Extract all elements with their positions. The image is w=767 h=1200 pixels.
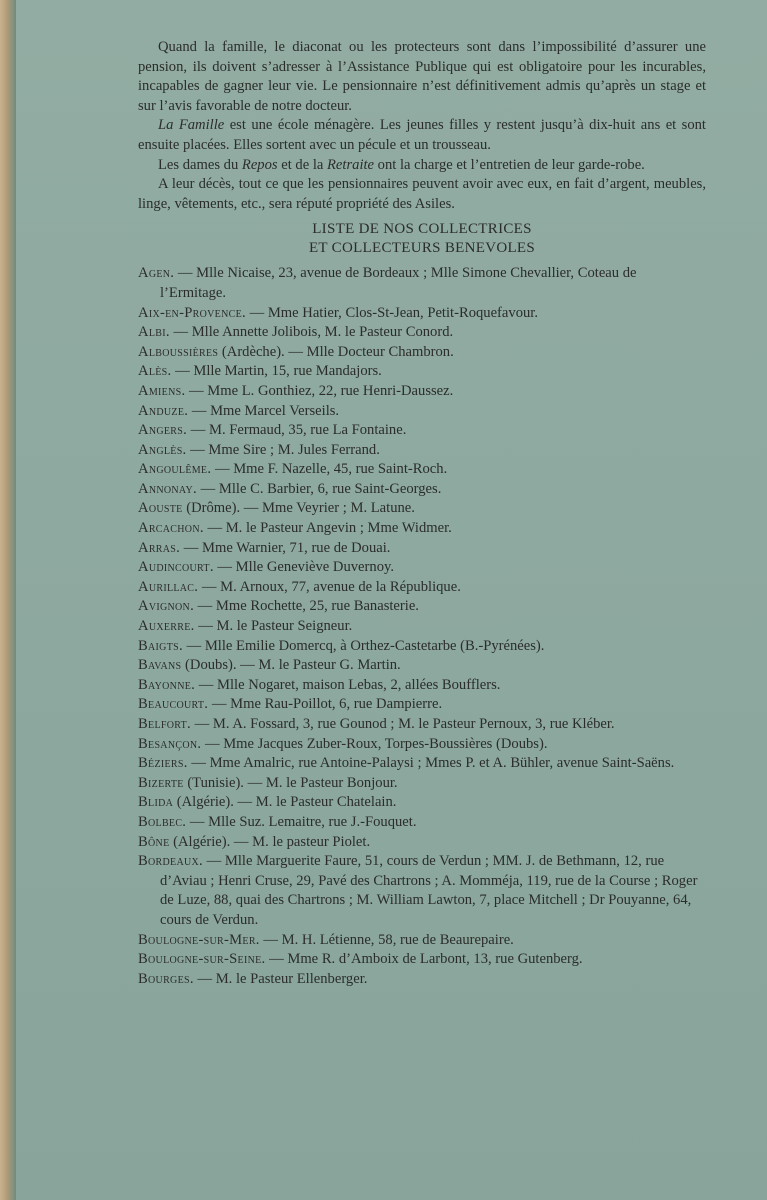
town-name: Baigts. — [138, 637, 183, 654]
list-item — [138, 382, 706, 402]
list-item — [138, 676, 706, 696]
page-edge — [0, 0, 16, 1200]
repos-title: Repos — [241, 156, 278, 173]
list-item — [138, 852, 706, 930]
list-item — [138, 813, 706, 833]
collector-list — [138, 264, 706, 989]
famille-text: est une école ménagère. Les jeunes filles y restent jusqu’à dix-huit ans et sont ensuite placées. Elles sortent avec un pécule et un trousseau. — [138, 117, 706, 153]
retraite-title: Retraite — [327, 156, 375, 173]
collector-details: — M. A. Fossard, 3, rue Gounod ; M. le Pasteur Pernoux, 3, rue Kléber. — [190, 716, 615, 732]
paragraph-pension: Quand la famille, le diaconat ou les protecteurs sont dans l’impossibilité d’assurer une pension, ils doivent s’adresser à l’Assistance Publique qui est obligatoire pour les incurables, incapables de gagner leur vie. Le pensionnaire n’est définitivement admis qu’après un stage et sur l’avis favorable de notre docteur. — [138, 39, 706, 114]
town-name: Béziers. — [138, 755, 188, 772]
town-name: Amiens. — [138, 382, 186, 399]
list-item — [138, 441, 706, 461]
collector-details: — M. Fermaud, 35, rue La Fontaine. — [187, 422, 407, 439]
town-name: Angers. — [138, 422, 188, 439]
town-name: Alboussières — [138, 343, 219, 360]
dames-text-3: ont la charge et l’entretien de leur garde-robe. — [374, 156, 645, 173]
list-item — [138, 793, 706, 813]
town-name: Angoulême. — [138, 461, 212, 478]
collector-details: (Doubs). — M. le Pasteur G. Martin. — [181, 657, 401, 674]
town-name: Annonay. — [138, 480, 197, 497]
town-name: Anglès. — [138, 441, 187, 458]
collector-details: — M. Arnoux, 77, avenue de la République. — [198, 578, 461, 595]
list-item — [138, 362, 706, 382]
collector-details: — Mlle Geneviève Duvernoy. — [213, 559, 394, 576]
list-item — [138, 833, 706, 853]
list-item — [138, 264, 706, 303]
list-item — [138, 323, 706, 343]
town-name: Agen. — [138, 265, 175, 282]
list-item — [138, 499, 706, 519]
collector-details: — Mme Warnier, 71, rue de Douai. — [180, 539, 391, 556]
list-item — [138, 578, 706, 598]
town-name: Aurillac. — [138, 578, 199, 595]
collector-details: — Mme Sire ; M. Jules Ferrand. — [186, 441, 380, 458]
list-item — [138, 304, 706, 324]
famille-title: La Famille — [158, 117, 225, 134]
town-name: Bavans — [138, 657, 182, 674]
list-item — [138, 480, 706, 500]
collector-details: (Algérie). — M. le pasteur Piolet. — [169, 833, 371, 850]
list-item — [138, 558, 706, 578]
list-item — [138, 637, 706, 657]
paragraph-deces: A leur décès, tout ce que les pensionnaires peuvent avoir avec eux, en fait d’argent, meubles, linge, vêtements, etc., sera réputé propriété des Asiles. — [138, 176, 706, 212]
collector-details: — Mme Rochette, 25, rue Banasterie. — [194, 598, 419, 615]
town-name: Bône — [138, 833, 170, 850]
collector-details: — Mlle Emilie Domercq, à Orthez-Castetarbe (B.-Pyrénées). — [182, 637, 545, 654]
list-item — [138, 402, 706, 422]
collector-details: — Mlle Marguerite Faure, 51, cours de Verdun ; MM. J. de Bethmann, 12, rue d’Aviau ; Henri Cruse, 29, Pavé des Chartrons ; A. Momméja, 119, rue de la Course ; Roger de Luze, 88, quai des Chartrons ; M. William Lawton, 7, place Mitchell ; Dr Pouyanne, 64, cours de Verdun. — [160, 853, 698, 928]
collector-details: — Mme Jacques Zuber-Roux, Torpes-Boussières (Doubs). — [201, 735, 548, 752]
collector-details: (Drôme). — Mme Veyrier ; M. Latune. — [182, 500, 415, 517]
list-item — [138, 695, 706, 715]
collector-details: — Mme R. d’Amboix de Larbont, 13, rue Gutenberg. — [265, 951, 583, 968]
town-name: Arcachon. — [138, 520, 204, 537]
collector-details: — Mme Hatier, Clos-St-Jean, Petit-Roquefavour. — [245, 304, 538, 321]
list-heading — [138, 220, 706, 258]
town-name: Bizerte — [138, 774, 184, 791]
list-item — [138, 970, 706, 990]
collector-details: — Mlle Suz. Lemaitre, rue J.-Fouquet. — [186, 813, 417, 830]
list-item — [138, 774, 706, 794]
town-name: Bayonne. — [138, 676, 196, 693]
collector-details: — Mlle Nicaise, 23, avenue de Bordeaux ; Mlle Simone Chevallier, Coteau de l’Ermitage. — [160, 265, 637, 301]
list-item — [138, 343, 706, 363]
list-item — [138, 597, 706, 617]
list-item — [138, 735, 706, 755]
collector-details: (Tunisie). — M. le Pasteur Bonjour. — [183, 774, 398, 791]
dames-text-1: Les dames du — [158, 156, 242, 173]
town-name: Beaucourt. — [138, 696, 209, 713]
list-item — [138, 754, 706, 774]
town-name: Alès. — [138, 363, 172, 380]
collector-details: — Mlle Annette Jolibois, M. le Pasteur Conord. — [169, 324, 454, 341]
list-heading-line-1: LISTE DE NOS COLLECTRICES — [312, 221, 532, 238]
town-name: Aouste — [138, 500, 183, 517]
town-name: Blida — [138, 794, 174, 811]
list-item — [138, 519, 706, 539]
collector-details: — Mme F. Nazelle, 45, rue Saint-Roch. — [211, 461, 448, 478]
collector-details: — M. le Pasteur Ellenberger. — [193, 970, 368, 987]
collector-details: — M. le Pasteur Angevin ; Mme Widmer. — [203, 520, 452, 537]
town-name: Besançon. — [138, 735, 202, 752]
list-item — [138, 460, 706, 480]
list-heading-line-2: ET COLLECTEURS BENEVOLES — [308, 240, 536, 257]
town-name: Bolbec. — [138, 813, 187, 830]
collector-details: (Algérie). — M. le Pasteur Chatelain. — [173, 794, 397, 811]
town-name: Avignon. — [138, 598, 195, 615]
list-item — [138, 539, 706, 559]
collector-details: — M. H. Létienne, 58, rue de Beaurepaire. — [259, 931, 514, 948]
collector-details: — Mme Amalric, rue Antoine-Palaysi ; Mmes P. et A. Bühler, avenue Saint-Saëns. — [187, 755, 675, 772]
paragraph-dames — [138, 156, 706, 176]
list-item — [138, 421, 706, 441]
list-item — [138, 950, 706, 970]
collector-details: — Mme L. Gonthiez, 22, rue Henri-Daussez. — [185, 382, 454, 399]
list-item — [138, 656, 706, 676]
town-name: Arras. — [138, 539, 181, 556]
collector-details: — Mme Marcel Verseils. — [188, 402, 340, 419]
town-name: Bourges. — [138, 970, 194, 987]
town-name: Anduze. — [138, 402, 189, 419]
list-item — [138, 931, 706, 951]
town-name: Audincourt. — [138, 559, 214, 576]
town-name: Bordeaux. — [138, 853, 203, 870]
collector-details: — Mlle Nogaret, maison Lebas, 2, allées Boufflers. — [195, 676, 501, 693]
town-name: Belfort. — [138, 716, 191, 732]
town-name: Boulogne-sur-Seine. — [138, 951, 266, 968]
collector-details: — M. le Pasteur Seigneur. — [194, 618, 353, 635]
town-name: Auxerre. — [138, 618, 195, 635]
list-item — [138, 715, 706, 735]
collector-details: — Mlle C. Barbier, 6, rue Saint-Georges. — [197, 480, 442, 497]
collector-details: (Ardèche). — Mlle Docteur Chambron. — [218, 343, 454, 360]
dames-text-2: et de la — [277, 156, 328, 173]
collector-details: — Mlle Martin, 15, rue Mandajors. — [171, 363, 382, 380]
page-text — [138, 38, 706, 989]
paragraph-famille — [138, 116, 706, 155]
town-name: Boulogne-sur-Mer. — [138, 931, 260, 948]
town-name: Aix-en-Provence. — [138, 304, 246, 321]
collector-details: — Mme Rau-Poillot, 6, rue Dampierre. — [208, 696, 443, 713]
town-name: Albi. — [138, 324, 170, 341]
list-item — [138, 617, 706, 637]
